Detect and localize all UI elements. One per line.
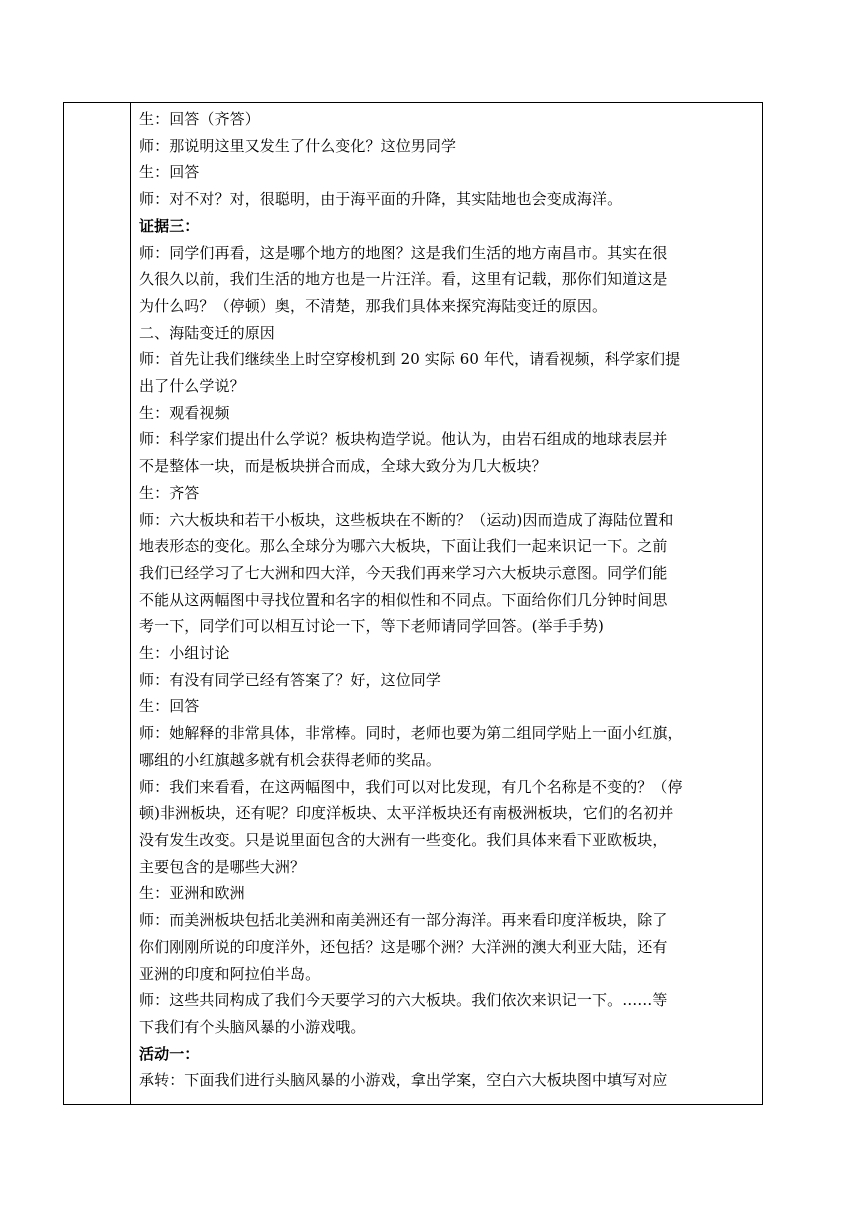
text-line: 生：观看视频 — [139, 403, 230, 422]
text-line: 不能从这两幅图中寻找位置和名字的相似性和不同点。下面给你们几分钟时间思 — [139, 590, 668, 609]
text-line: 我们已经学习了七大洲和四大洋，今天我们再来学习六大板块示意图。同学们能 — [139, 563, 668, 582]
section-heading: 证据三： — [139, 216, 200, 235]
text-line: 生：回答 — [139, 163, 200, 182]
text-line: 顿)非洲板块，还有呢？印度洋板块、太平洋板块还有南极洲板块，它们的名初并 — [139, 804, 674, 823]
text-line: 出了什么学说？ — [139, 377, 245, 396]
text-line: 师：六大板块和若干小板块，这些板块在不断的？（运动)因而造成了海陆位置和 — [139, 510, 674, 529]
text-line: 师：有没有同学已经有答案了？好，这位同学 — [139, 670, 442, 689]
text-line: 亚洲的印度和阿拉伯半岛。 — [139, 964, 321, 983]
text-line: 你们刚刚所说的印度洋外，还包括？这是哪个洲？大洋洲的澳大利亚大陆，还有 — [139, 937, 668, 956]
text-line: 久很久以前，我们生活的地方也是一片汪洋。看，这里有记载，那你们知道这是 — [139, 270, 668, 289]
text-line: 师：她解释的非常具体，非常棒。同时，老师也要为第二组同学贴上一面小红旗， — [139, 724, 683, 743]
text-line: 不是整体一块，而是板块拼合而成，全球大致分为几大板块？ — [139, 457, 547, 476]
text-line: 哪组的小红旗越多就有机会获得老师的奖品。 — [139, 750, 442, 769]
text-line: 师：科学家们提出什么学说？板块构造学说。他认为，由岩石组成的地球表层并 — [139, 430, 668, 449]
text-line: 师：而美洲板块包括北美洲和南美洲还有一部分海洋。再来看印度洋板块，除了 — [139, 911, 668, 930]
text-line: 承转：下面我们进行头脑风暴的小游戏，拿出学案，空白六大板块图中填写对应 — [139, 1071, 668, 1090]
text-line: 生：回答 — [139, 697, 200, 716]
text-line: 师：我们来看看，在这两幅图中，我们可以对比发现，有几个名称是不变的？（停 — [139, 777, 683, 796]
text-line: 下我们有个头脑风暴的小游戏哦。 — [139, 1017, 366, 1036]
text-line: 师：那说明这里又发生了什么变化？这位男同学 — [139, 136, 457, 155]
text-line: 师：这些共同构成了我们今天要学习的六大板块。我们依次来识记一下。……等 — [139, 991, 668, 1010]
text-line: 师：同学们再看，这是哪个地方的地图？这是我们生活的地方南昌市。其实在很 — [139, 243, 668, 262]
text-line: 生：小组讨论 — [139, 644, 230, 663]
lesson-table — [63, 102, 763, 1105]
text-line: 没有发生改变。只是说里面包含的大洲有一些变化。我们具体来看下亚欧板块， — [139, 830, 668, 849]
text-line: 二、海陆变迁的原因 — [139, 323, 275, 342]
section-heading: 活动一： — [139, 1044, 200, 1063]
text-line: 考一下，同学们可以相互讨论一下，等下老师请同学回答。(举手手势) — [139, 617, 604, 636]
text-line: 生：亚洲和欧洲 — [139, 884, 245, 903]
text-line: 为什么吗？（停顿）奥，不清楚，那我们具体来探究海陆变迁的原因。 — [139, 296, 608, 315]
text-line: 师：对不对？对，很聪明，由于海平面的升降，其实陆地也会变成海洋。 — [139, 190, 623, 209]
table-content-cell — [131, 103, 762, 1104]
text-line: 生：回答（齐答） — [139, 110, 260, 128]
table-left-cell — [64, 103, 131, 1104]
text-line: 生：齐答 — [139, 483, 200, 502]
text-line: 主要包含的是哪些大洲？ — [139, 857, 306, 876]
text-line: 师：首先让我们继续坐上时空穿梭机到 20 实际 60 年代，请看视频，科学家们提 — [139, 350, 681, 369]
text-line: 地表形态的变化。那么全球分为哪六大板块，下面让我们一起来识记一下。之前 — [139, 537, 668, 556]
